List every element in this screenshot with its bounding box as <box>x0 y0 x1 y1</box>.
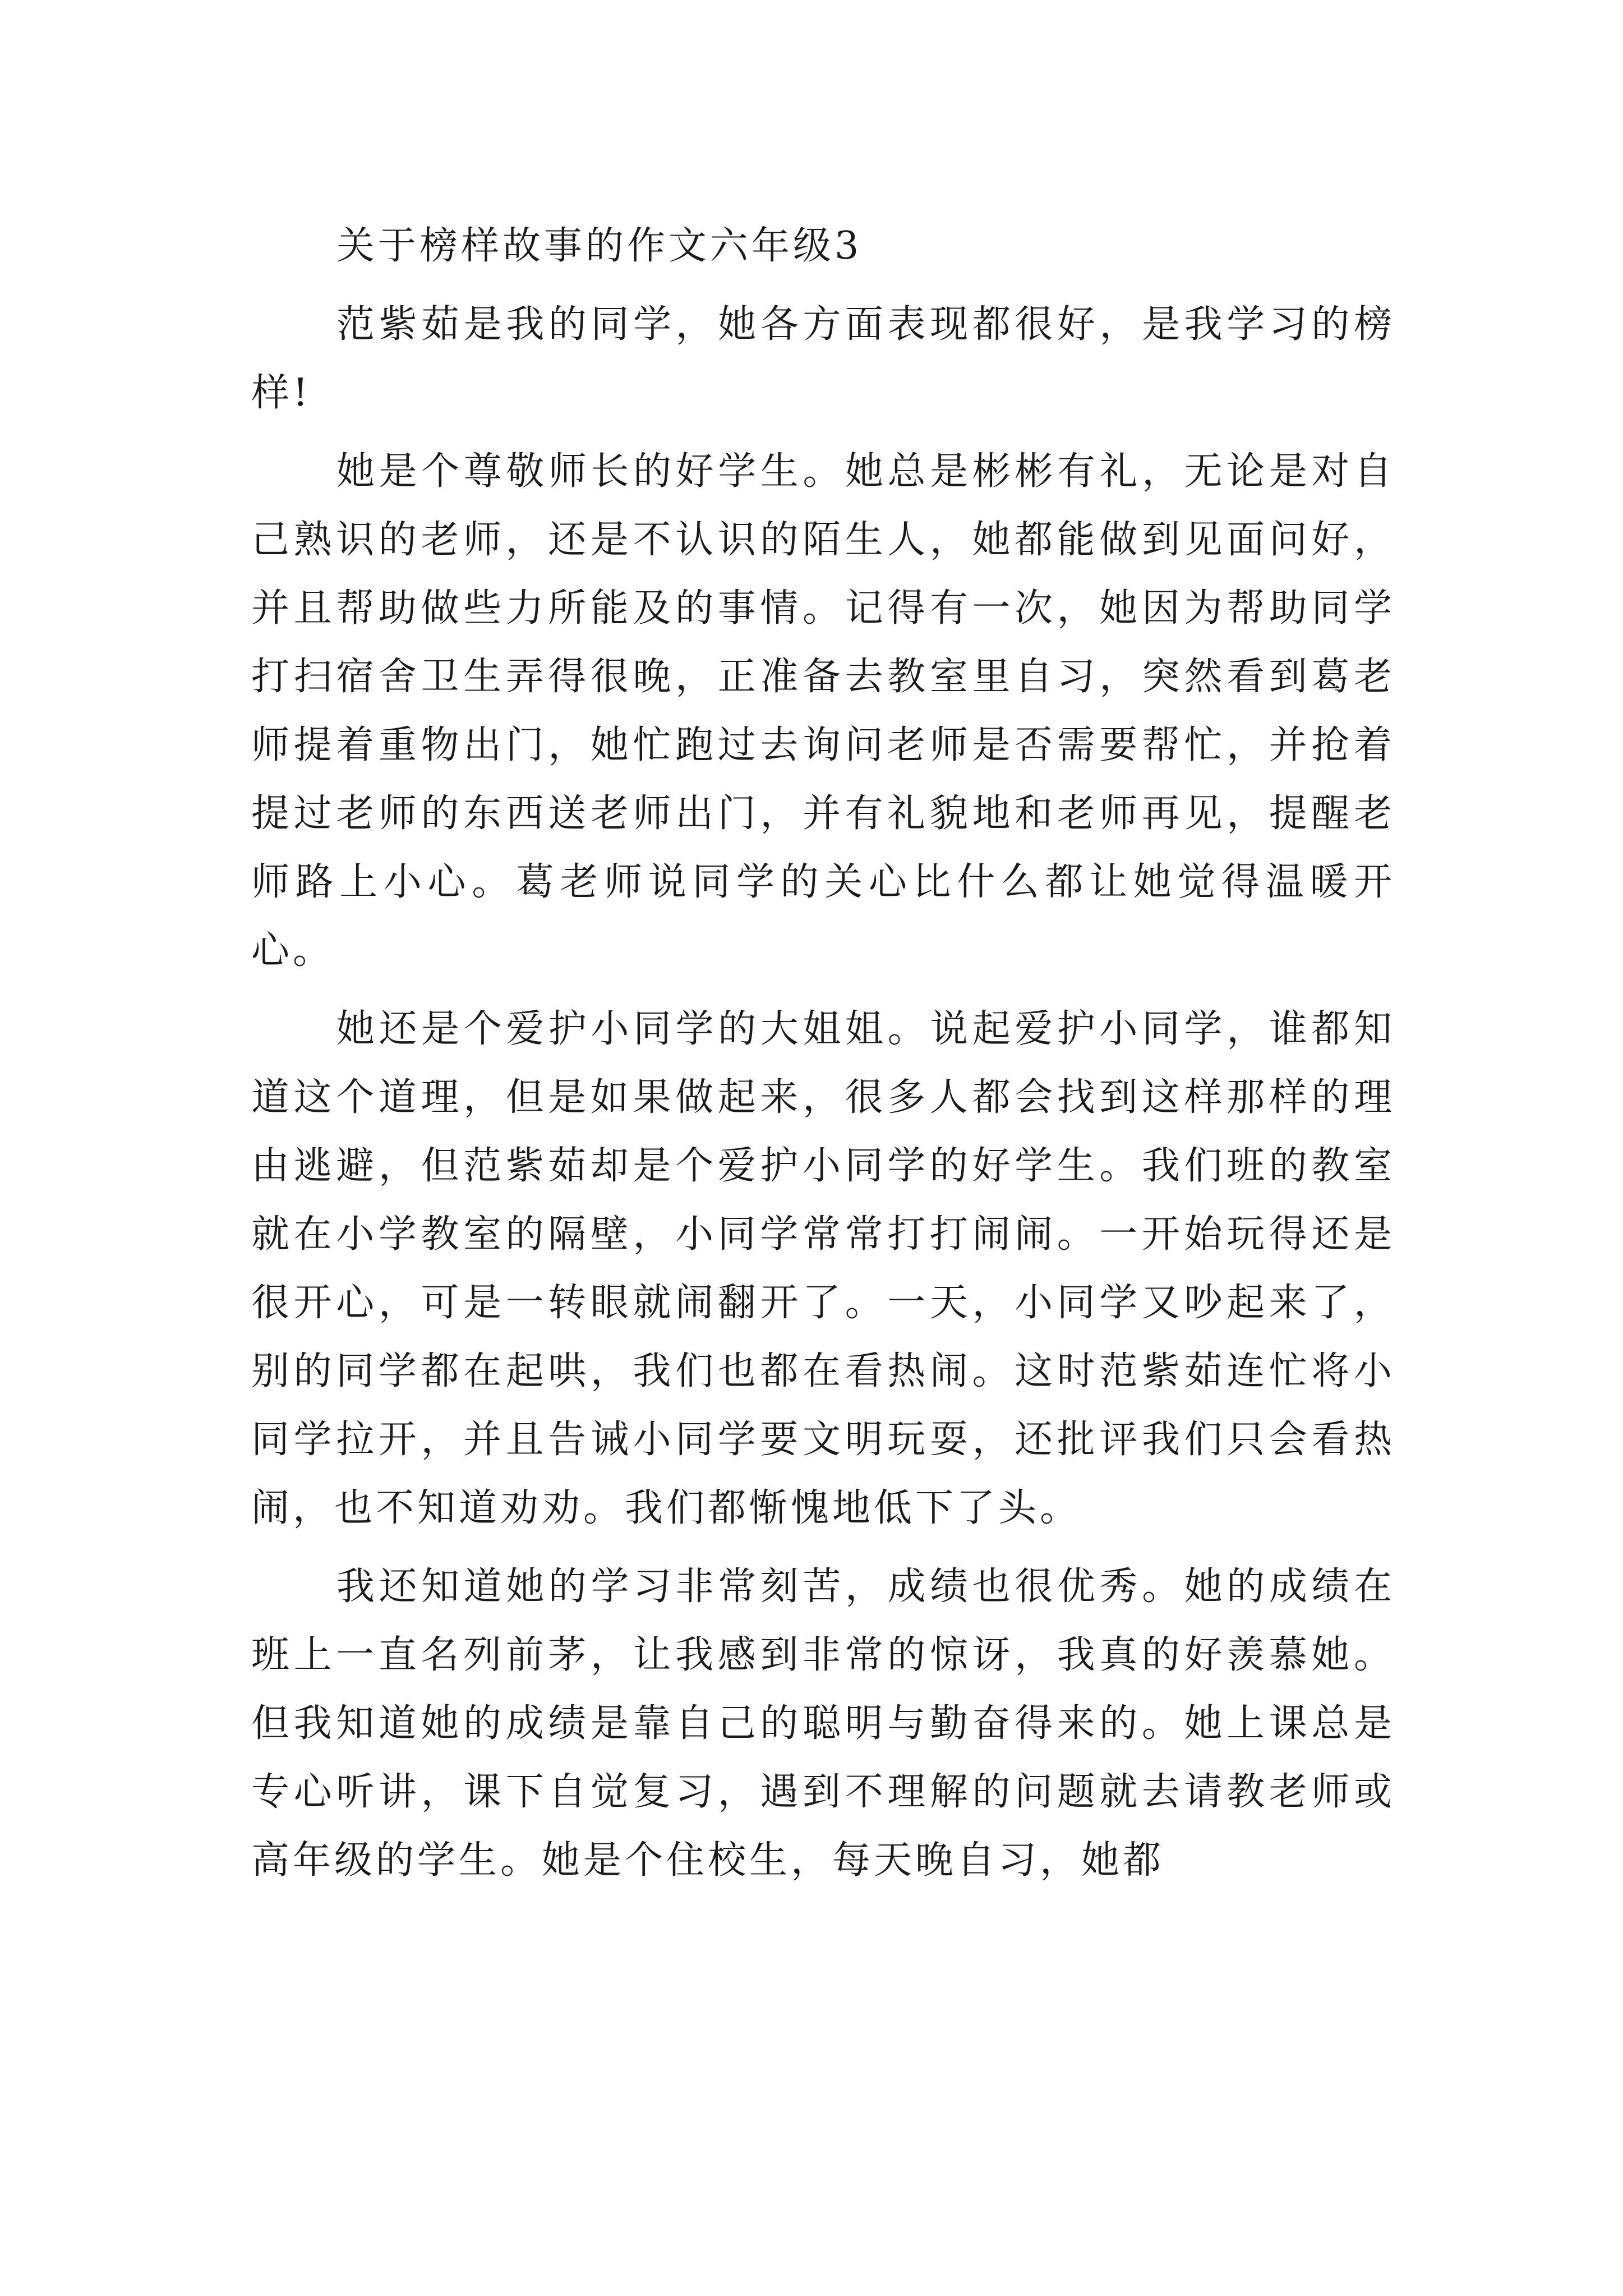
document-title: 关于榜样故事的作文六年级3 <box>336 224 863 268</box>
document-body <box>251 212 1395 1895</box>
paragraph-4: 我还知道她的学习非常刻苦，成绩也很优秀。她的成绩在班上一直名列前茅，让我感到非常的惊讶，我真的好羡慕她。但我知道她的成绩是靠自己的聪明与勤奋得来的。她上课总是专心听讲，课下自觉复习，遇到不理解的问题就去请教老师或高年级的学生。她是个住校生，每天晚自习，她都 <box>251 1565 1395 1883</box>
paragraph-2: 她是个尊敬师长的好学生。她总是彬彬有礼，无论是对自己熟识的老师，还是不认识的陌生人，她都能做到见面问好，并且帮助做些力所能及的事情。记得有一次，她因为帮助同学打扫宿舍卫生弄得很晚，正准备去教室里自习，突然看到葛老师提着重物出门，她忙跑过去询问老师是否需要帮忙，并抢着提过老师的东西送老师出门，并有礼貌地和老师再见，提醒老师路上小心。葛老师说同学的关心比什么都让她觉得温暖开心。 <box>251 449 1395 973</box>
paragraph-3: 她还是个爱护小同学的大姐姐。说起爱护小同学，谁都知道这个道理，但是如果做起来，很多人都会找到这样那样的理由逃避，但范紫茹却是个爱护小同学的好学生。我们班的教室就在小学教室的隔壁，小同学常常打打闹闹。一开始玩得还是很开心，可是一转眼就闹翻开了。一天，小同学又吵起来了，别的同学都在起哄，我们也都在看热闹。这时范紫茹连忙将小同学拉开，并且告诫小同学要文明玩耍，还批评我们只会看热闹，也不知道劝劝。我们都惭愧地低下了头。 <box>251 1007 1395 1530</box>
paragraph-1: 范紫茹是我的同学，她各方面表现都很好，是我学习的榜样! <box>251 302 1395 415</box>
